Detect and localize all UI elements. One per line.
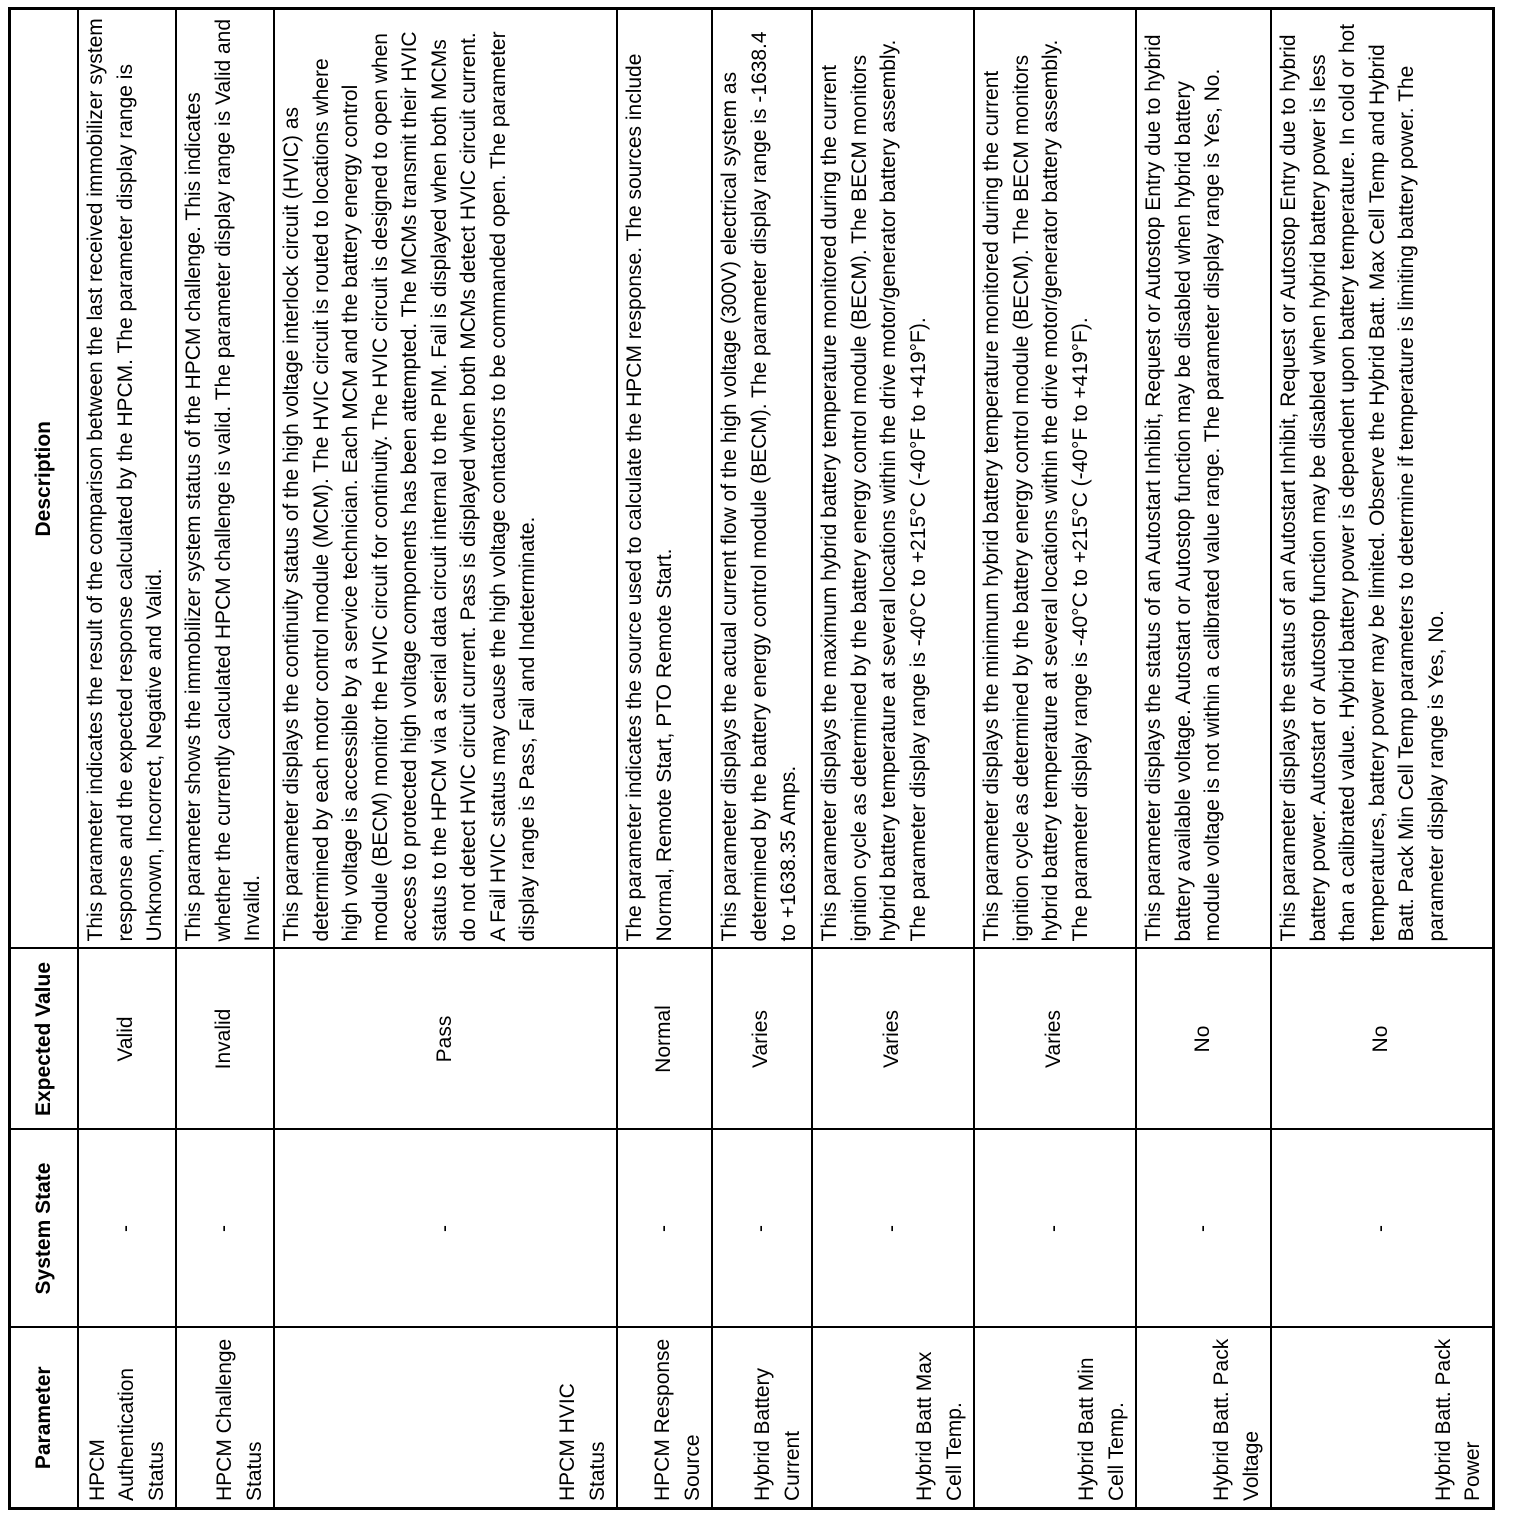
table-row: [712, 9, 812, 1509]
expected-value-cell: Valid: [78, 949, 176, 1130]
system-state-cell: -: [274, 1130, 617, 1328]
description-cell: This parameter displays the minimum hybrid battery temperature monitored during the current ignition cycle as determined by the battery energy control module (BECM). The BECM monitors hybrid battery temperature at several locations within the drive motor/generator battery assembly. The parameter display range is -40°C to +215°C (-40°F to +419°F).: [974, 9, 1136, 949]
table-row: [176, 9, 274, 1509]
description-cell: This parameter displays the maximum hybrid battery temperature monitored during the current ignition cycle as determined by the battery energy control module (BECM). The BECM monitors hybrid battery temperature at several locations within the drive motor/generator battery assembly. The parameter display range is -40°C to +215°C (-40°F to +419°F).: [812, 9, 974, 949]
parameter-cell: Hybrid Batt Min Cell Temp.: [974, 1328, 1136, 1509]
system-state-cell: -: [1271, 1130, 1493, 1328]
table-row: [78, 9, 176, 1509]
system-state-cell: -: [1136, 1130, 1271, 1328]
system-state-cell: -: [712, 1130, 812, 1328]
header-system-state: System State: [10, 1130, 79, 1328]
description-cell: This parameter indicates the result of the comparison between the last received immobilizer system response and the expected response calculated by the HPCM. The parameter display range is Unknown, Incorrect, Negative and Valid.: [78, 9, 176, 949]
table-row: [974, 9, 1136, 1509]
parameter-cell: HPCM HVIC Status: [274, 1328, 617, 1509]
system-state-cell: -: [617, 1130, 712, 1328]
parameter-cell: Hybrid Batt. Pack Power: [1271, 1328, 1493, 1509]
parameter-cell: HPCM Response Source: [617, 1328, 712, 1509]
table-header-row: [10, 9, 79, 1509]
description-cell: This parameter displays the continuity status of the high voltage interlock circuit (HVIC) as determined by each motor control module (MCM). The HVIC circuit is routed to locations where high voltage is accessible by a service technician. Each MCM and the battery energy control module (BECM) monitor the HVIC circuit for continuity. The HVIC circuit is designed to open when access to protected high voltage components has been attempted. The MCMs transmit their HVIC status to the HPCM via a serial data circuit internal to the PIM. Fail is displayed when both MCMs do not detect HVIC circuit current. Pass is displayed when both MCMs detect HVIC circuit current. A Fail HVIC status may cause the high voltage contactors to be commanded open. The parameter display range is Pass, Fail and Indeterminate.: [274, 9, 617, 949]
parameter-cell: HPCM Challenge Status: [176, 1328, 274, 1509]
header-expected-value: Expected Value: [10, 949, 79, 1130]
description-cell: This parameter displays the actual current flow of the high voltage (300V) electrical system as determined by the battery energy control module (BECM). The parameter display range is -1638.4 to +1638.35 Amps.: [712, 9, 812, 949]
expected-value-cell: Varies: [712, 949, 812, 1130]
table-row: [617, 9, 712, 1509]
parameter-cell: HPCM Authentication Status: [78, 1328, 176, 1509]
parameter-cell: Hybrid Battery Current: [712, 1328, 812, 1509]
system-state-cell: -: [974, 1130, 1136, 1328]
parameter-cell: Hybrid Batt. Pack Voltage: [1136, 1328, 1271, 1509]
description-cell: This parameter displays the status of an Autostart Inhibit, Request or Autostop Entry due to hybrid battery available voltage. Autostart or Autostop function may be disabled when hybrid battery module voltage is not within a calibrated value range. The parameter display range is Yes, No.: [1136, 9, 1271, 949]
description-cell: The parameter indicates the source used to calculate the HPCM response. The sources include Normal, Remote Start, PTO Remote Start.: [617, 9, 712, 949]
header-parameter: Parameter: [10, 1328, 79, 1509]
system-state-cell: -: [176, 1130, 274, 1328]
expected-value-cell: Normal: [617, 949, 712, 1130]
expected-value-cell: Varies: [974, 949, 1136, 1130]
description-cell: This parameter displays the status of an Autostart Inhibit, Request or Autostop Entry due to hybrid battery power. Autostart or Autostop function may be disabled when hybrid battery power is less than a calibrated value. Hybrid battery power is dependent upon battery temperature. In cold or hot temperatures, battery power may be limited. Observe the Hybrid Batt. Max Cell Temp and Hybrid Batt. Pack Min Cell Temp parameters to determine if temperature is limiting battery power. The parameter display range is Yes, No.: [1271, 9, 1493, 949]
header-description: Description: [10, 9, 79, 949]
expected-value-cell: Varies: [812, 949, 974, 1130]
expected-value-cell: Pass: [274, 949, 617, 1130]
description-cell: This parameter shows the immobilizer system status of the HPCM challenge. This indicates whether the currently calculated HPCM challenge is valid. The parameter display range is Valid and Invalid.: [176, 9, 274, 949]
table-row: [812, 9, 974, 1509]
parameter-cell: Hybrid Batt Max Cell Temp.: [812, 1328, 974, 1509]
expected-value-cell: No: [1136, 949, 1271, 1130]
table-row: [1271, 9, 1493, 1509]
table-row: [1136, 9, 1271, 1509]
system-state-cell: -: [78, 1130, 176, 1328]
parameter-table: [8, 7, 1495, 1510]
system-state-cell: -: [812, 1130, 974, 1328]
expected-value-cell: Invalid: [176, 949, 274, 1130]
expected-value-cell: No: [1271, 949, 1493, 1130]
table-row: [274, 9, 617, 1509]
